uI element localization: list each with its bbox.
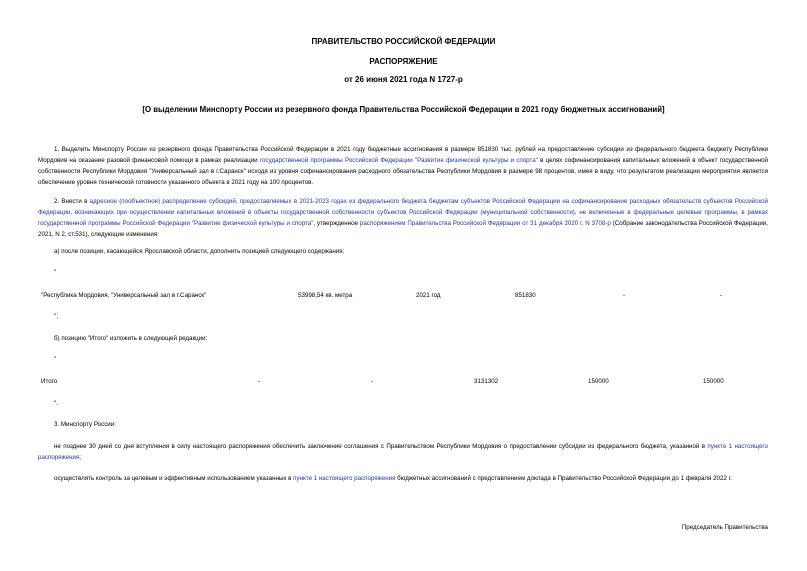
quote-close-a: "; xyxy=(54,313,58,320)
row-b-col3: - xyxy=(371,378,374,385)
government-heading: ПРАВИТЕЛЬСТВО РОССИЙСКОЙ ФЕДЕРАЦИИ xyxy=(311,37,496,46)
link-paragraph-1-second[interactable]: пункте 1 настоящего распоряжения xyxy=(293,475,396,482)
paragraph-2 xyxy=(38,196,768,240)
paragraph-2-text-a: 2. Внести в xyxy=(54,198,90,205)
paragraph-3a xyxy=(38,441,768,463)
row-b-sum: 3131302 xyxy=(474,378,499,385)
row-b-col2: - xyxy=(258,378,261,385)
document-date: от 26 июня 2021 года N 1727-р xyxy=(344,75,463,84)
row-a-year: 2021 год xyxy=(416,292,441,299)
item-b: б) позицию "Итого" изложить в следующей редакции: xyxy=(54,335,208,342)
row-a-capacity: 53998,54 кв. метра xyxy=(298,292,353,299)
paragraph-3b xyxy=(38,473,768,484)
paragraph-2-text-b: , утвержденное xyxy=(313,220,360,227)
paragraph-1-text-a: 1. Выделить Минспорту России из резервного фонда Правительства Российской Федерации в 2021 году бюджетные ассигнования в размере 851830 тыс. рублей на предоставление субсидии из федерального бюджета бюджету Республики Мордовия на оказание разовой финансовой помощи в рамках реализации xyxy=(38,146,768,164)
row-a-col5: - xyxy=(623,292,626,299)
paragraph-1 xyxy=(38,144,768,188)
row-b-col6: 150000 xyxy=(703,378,724,385)
quote-close-b: ". xyxy=(54,400,58,407)
paragraph-2-text-c: (Собрание законодательства Российской Федерации, 2021, N 2, ст.531), следующие изменения: xyxy=(38,220,768,238)
row-a-sum: 851830 xyxy=(515,292,536,299)
link-government-order[interactable]: распоряжением Правительства Российской Федерации от 31 декабря 2020 г. N 3708-р xyxy=(359,220,611,227)
link-paragraph-1[interactable]: пункте 1 настоящего распоряжения xyxy=(38,443,768,461)
paragraph-3b-text-b: бюджетных ассигнований с представлением доклада в Правительство Российской Федерации до 1 февраля 2022 г. xyxy=(395,475,732,482)
signature: Председатель Правительства xyxy=(681,524,768,531)
row-b-name: Итого xyxy=(41,378,58,385)
paragraph-1-text-b: в целях софинансирования капитальных вложений в объект государственной собственности Республики Мордовия "Универсальный зал в г.Саранск" исходя из уровня софинансирования расходного обязательства Республики Мордовия в размере 98 процентов, имея в виду, что результатом реализации мероприятия является обеспечение уровня технической готовности указанного объекта в 2021 году на 100 процентов. xyxy=(38,157,768,186)
document-title: [О выделении Минспорту России из резервного фонда Правительства Российской Федерации в 2021 году бюджетных ассигнований] xyxy=(142,105,665,114)
quote-open-b: " xyxy=(54,356,57,363)
item-a: а) после позиции, касающейся Ярославской области, дополнить позицией следующего содержания: xyxy=(54,248,345,255)
quote-open-a: " xyxy=(54,269,57,276)
paragraph-3b-text-a: осуществлять контроль за целевым и эффективным использованием указанных в xyxy=(54,475,294,482)
link-state-program[interactable]: государственной программы Российской Федерации "Развитие физической культуры и спорта" xyxy=(259,157,538,164)
paragraph-3a-text-a: не позднее 30 дней со дня вступления в силу настоящего распоряжения обеспечить заключение соглашения с Правительством Республики Мордовия о предоставлении субсидии из федерального бюджета, указанной в xyxy=(54,443,708,450)
row-a-col6: - xyxy=(720,292,723,299)
item-3: 3. Минспорту России: xyxy=(54,421,116,428)
paragraph-3a-text-b: ; xyxy=(79,454,82,461)
row-b-col5: 150000 xyxy=(588,378,609,385)
row-a-name: "Республика Мордовия, "Универсальный зал в г.Саранск" xyxy=(41,292,207,299)
document-type: РАСПОРЯЖЕНИЕ xyxy=(369,57,438,66)
link-subsidy-distribution[interactable]: адресное (пообъектное) распределение субсидий, предоставляемых в 2021-2023 годах из федерального бюджета бюджетам субъектов Российской Федерации на софинансирование расходных обязательств субъектов Российской Федерации, возникающих при осуществлении капитальных вложений в объекты государственной собственности субъектов Российской Федерации (муниципальной собственности), не включенные в федеральные целевые программы, в рамках государственной программы Российской Федерации "Развитие физической культуры и спорта" xyxy=(38,198,768,227)
